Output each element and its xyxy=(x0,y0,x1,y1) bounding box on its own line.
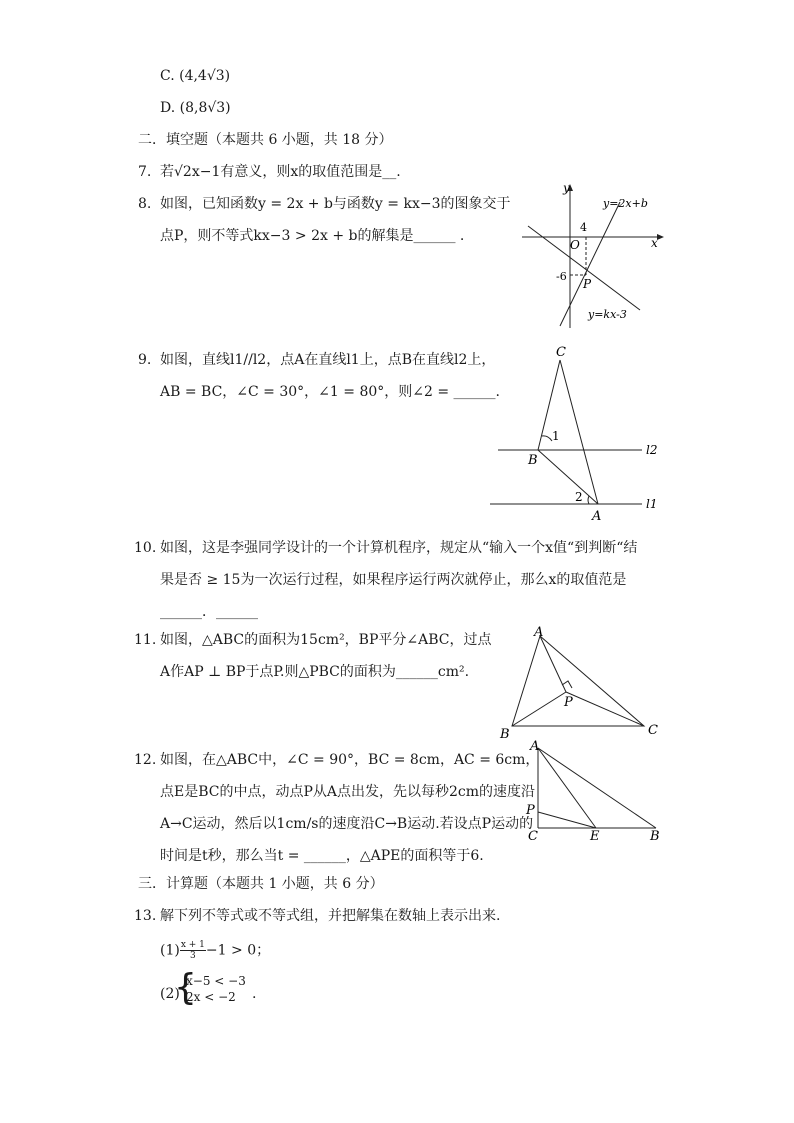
q8-graph-figure xyxy=(520,180,670,330)
q10-line1: 如图，这是李强同学设计的一个计算机程序，规定从“输入一个x值“到判断“结 xyxy=(160,540,638,556)
q8-line1: 如图，已知函数y = 2x + b与函数y = kx−3的图象交于 xyxy=(160,196,511,212)
q9-segment-ba xyxy=(538,450,598,504)
q11-line1: 如图，△ABC的面积为15cm²，BP平分∠ABC，过点 xyxy=(160,632,492,648)
q9-line1: 如图，直线l1//l2，点A在直线l1上，点B在直线l2上， xyxy=(160,352,496,368)
option-d: D. (8,8√3) xyxy=(160,100,231,116)
q13-number: 13. xyxy=(134,908,157,924)
q13-part2-ineq1: x−5 < −3 xyxy=(186,974,246,988)
q11-triangle-figure xyxy=(494,624,666,740)
q9-line2: AB = BC，∠C = 30°，∠1 = 80°，则∠2 = ______. xyxy=(160,384,500,400)
q8-x-label: x xyxy=(651,236,658,250)
q13-part1-denominator: 3 xyxy=(190,951,196,961)
q9-label-l1: l1 xyxy=(646,497,658,511)
q8-line2: 点P，则不等式kx−3 > 2x + b的解集是______ . xyxy=(160,228,465,244)
q8-number: 8. xyxy=(138,196,152,212)
q13-part1-rest: −1 > 0； xyxy=(205,942,271,959)
q13-part1-fraction xyxy=(180,940,206,961)
q13-part1-numerator: x + 1 xyxy=(180,940,205,950)
q8-tick-4: 4 xyxy=(580,221,587,234)
q12-segment-ae xyxy=(538,748,596,828)
q11-segment-bp xyxy=(512,692,566,726)
q9-angle2-arc xyxy=(588,496,589,504)
q12-label-e: E xyxy=(590,829,600,844)
q12-label-c: C xyxy=(528,829,538,844)
q13-part2-brace-icon: { xyxy=(174,967,197,1008)
q13-part2-label: (2) xyxy=(160,986,180,1002)
q8-line2-label: y=kx-3 xyxy=(588,308,627,321)
q9-parallel-lines-figure xyxy=(486,340,666,525)
q11-triangle-abc xyxy=(512,636,644,726)
q12-line2: 点E是BC的中点，动点P从A点出发，先以每秒2cm的速度沿 xyxy=(160,784,536,800)
q9-label-a: A xyxy=(592,509,602,524)
q13-part1 xyxy=(160,940,270,961)
option-c: C. (4,4√3) xyxy=(160,68,231,84)
q9-number: 9. xyxy=(138,352,152,368)
q12-line1: 如图，在△ABC中，∠C = 90°，BC = 8cm，AC = 6cm， xyxy=(160,752,540,768)
q12-number: 12. xyxy=(134,752,157,768)
q10-line3: ______．______ xyxy=(160,604,258,620)
q11-label-p: P xyxy=(564,695,573,710)
q12-label-p: P xyxy=(526,803,535,818)
q13-part2-end: . xyxy=(252,986,257,1002)
section-calc-heading: 三．计算题（本题共 1 小题，共 6 分） xyxy=(138,876,384,892)
q7-number: 7. xyxy=(138,164,152,180)
q11-label-a: A xyxy=(534,625,544,640)
q12-line3: A→C运动，然后以1cm/s的速度沿C→B运动.若设点P运动的 xyxy=(160,816,534,832)
q12-side-ab xyxy=(538,748,656,828)
q12-segment-pe xyxy=(538,812,596,828)
q12-line4: 时间是t秒，那么当t = ______，△APE的面积等于6. xyxy=(160,848,484,864)
q8-origin-label: O xyxy=(570,238,580,252)
q11-number: 11. xyxy=(134,632,157,648)
q9-angle1-arc xyxy=(542,436,552,441)
q11-segment-ap xyxy=(540,636,566,692)
q8-line-kx-3 xyxy=(528,226,640,310)
q13-part1-label: (1) xyxy=(160,942,180,959)
q8-line1-label: y=2x+b xyxy=(603,197,648,210)
q11-label-c: C xyxy=(648,723,658,738)
q8-point-p: P xyxy=(583,277,592,291)
q10-number: 10. xyxy=(134,540,157,556)
q12-right-triangle-figure xyxy=(524,740,666,844)
q9-label-b: B xyxy=(528,453,538,468)
q13-text: 解下列不等式或不等式组，并把解集在数轴上表示出来. xyxy=(160,908,501,924)
section-fill-heading: 二．填空题（本题共 6 小题，共 18 分） xyxy=(138,132,393,148)
q9-segment-ca xyxy=(560,360,598,504)
q12-label-a: A xyxy=(530,740,540,754)
q8-y-label: y xyxy=(563,181,570,195)
q9-label-l2: l2 xyxy=(646,443,658,457)
q12-label-b: B xyxy=(650,829,660,844)
q8-tick-neg6: -6 xyxy=(556,270,567,283)
q7-text: 若√2x−1有意义，则x的取值范围是__. xyxy=(160,164,401,180)
q11-line2: A作AP ⊥ BP于点P.则△PBC的面积为______cm². xyxy=(160,664,470,680)
q11-segment-pc xyxy=(566,692,644,726)
q11-label-b: B xyxy=(500,727,510,740)
q9-angle2-label: 2 xyxy=(575,490,583,504)
q10-line2: 果是否 ≥ 15为一次运行过程，如果程序运行两次就停止，那么x的取值范是 xyxy=(160,572,627,588)
q8-x-arrow-icon xyxy=(657,234,664,240)
q13-part2-ineq2: 2x < −2 xyxy=(186,990,236,1004)
q9-label-c: C xyxy=(556,345,566,360)
q9-angle1-label: 1 xyxy=(552,429,560,443)
